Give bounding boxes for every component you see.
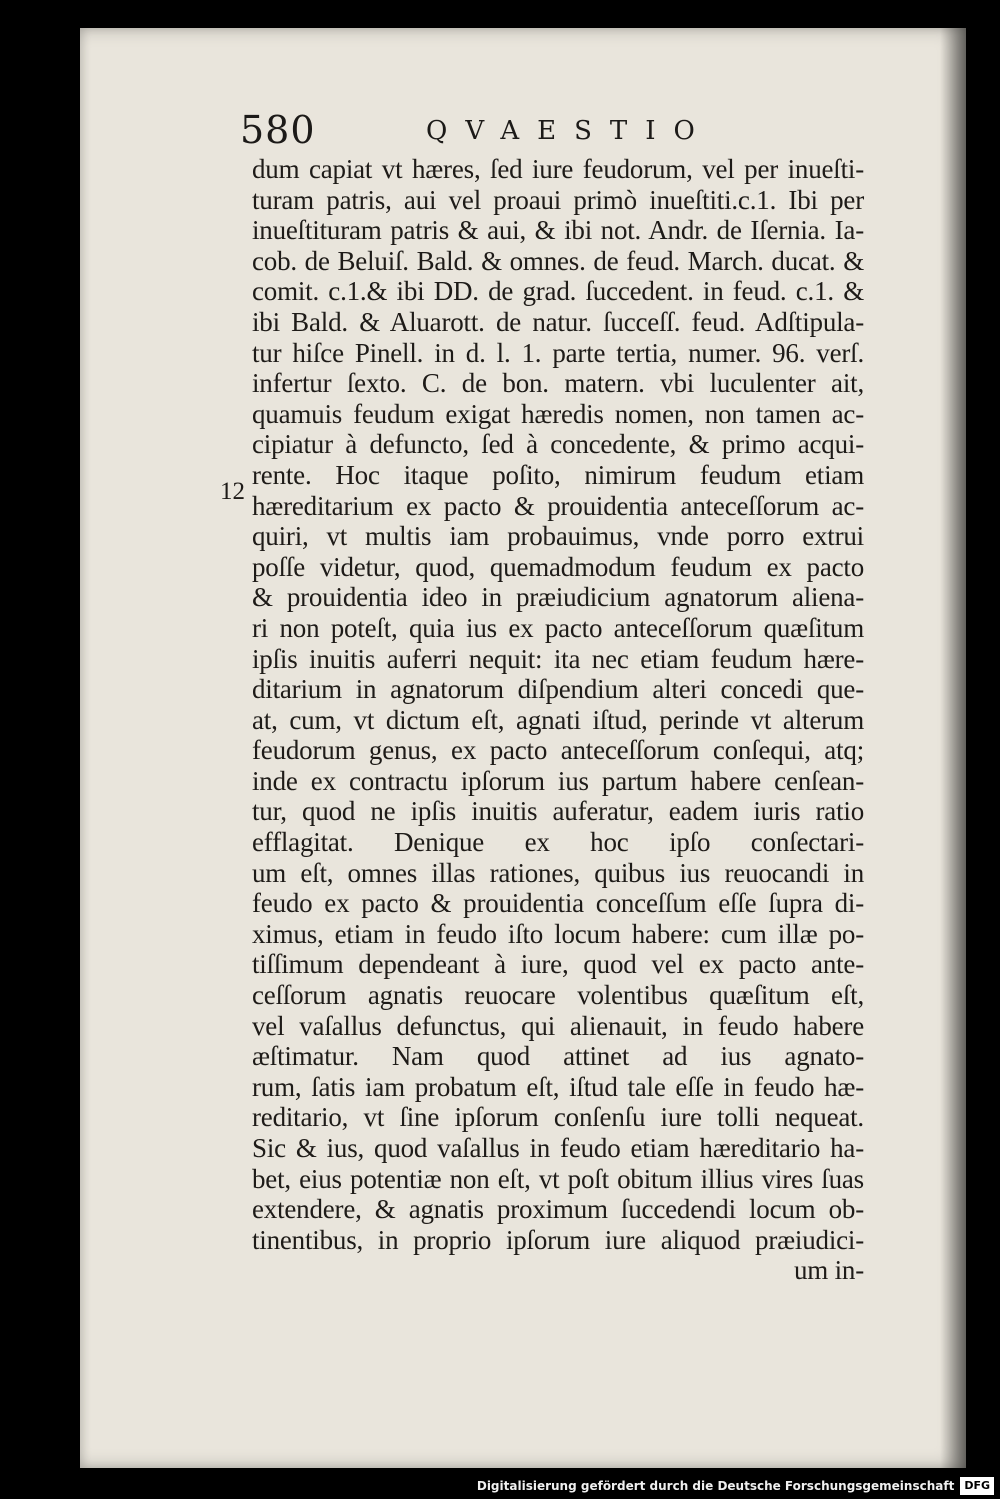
text-line: æſtimatur. Nam quod attinet ad ius agnato- <box>252 1041 864 1072</box>
text-line: dum capiat vt hæres, ſed iure feudorum, vel per inueſti- <box>252 154 864 184</box>
text-line: rente. Hoc itaque poſito, nimirum feudum etiam <box>252 459 864 490</box>
text-line: cipiatur à defuncto, ſed à concedente, & primo acqui- <box>252 429 864 460</box>
text-line: infertur ſexto. C. de bon. matern. vbi luculenter ait, <box>252 368 864 399</box>
text-line: tur hiſce Pinell. in d. l. 1. parte tertia, numer. 96. verſ. <box>252 337 864 368</box>
text-line: tinentibus, in proprio ipſorum iure aliquod præiudici- <box>252 1224 864 1255</box>
text-line: poſſe videtur, quod, quemadmodum feudum ex pacto <box>252 551 864 582</box>
text-line: ri non poteſt, quia ius ex pacto anteceſſorum quæſitum <box>252 612 864 643</box>
text-line: feudorum genus, ex pacto anteceſſorum conſequi, atq; <box>252 735 864 766</box>
page-number: 580 <box>240 108 316 152</box>
text-line: Sic & ius, quod vaſallus in feudo etiam hæreditario ha- <box>252 1133 864 1163</box>
text-line: hæreditarium ex pacto & prouidentia anteceſſorum ac- <box>252 490 864 521</box>
footer-credit-text: Digitalisierung gefördert durch die Deutsche Forschungsgemeinschaft <box>476 1479 955 1493</box>
text-line: efflagitat. Denique ex hoc ipſo conſectari- <box>252 827 864 858</box>
text-line: rum, ſatis iam probatum eſt, iſtud tale eſſe in feudo hæ- <box>252 1071 864 1102</box>
text-line: um eſt, omnes illas rationes, quibus ius reuocandi in <box>252 857 864 888</box>
text-line: at, cum, vt dictum eſt, agnati iſtud, perinde vt alterum <box>252 704 864 735</box>
text-line: bet, eius potentiæ non eſt, vt poſt obitum illius vires ſuas <box>252 1163 864 1194</box>
text-line: cob. de Beluiſ. Bald. & omnes. de feud. March. ducat. & <box>252 245 864 276</box>
text-line: & prouidentia ideo in præiudicium agnatorum aliena- <box>252 582 864 613</box>
text-line: ibi Bald. & Aluarott. de natur. ſucceſſ. feud. Adſtipula- <box>252 306 864 337</box>
text-line: quamuis feudum exigat hæredis nomen, non tamen ac- <box>252 398 864 429</box>
text-line: extendere, & agnatis proximum ſuccedendi locum ob- <box>252 1194 864 1225</box>
text-line: tur, quod ne ipſis inuitis auferatur, eadem iuris ratio <box>252 796 864 827</box>
text-line: ceſſorum agnatis reuocare volentibus quæſitum eſt, <box>252 980 864 1011</box>
text-line: vel vaſallus defunctus, qui alienauit, in feudo habere <box>252 1010 864 1041</box>
text-line: inde ex contractu ipſorum ius partum habere cenſean- <box>252 765 864 796</box>
body-text <box>252 154 864 1286</box>
text-line: ipſis inuitis auferri nequit: ita nec etiam feudum hære- <box>252 643 864 674</box>
running-head: QVAESTIO <box>426 116 713 146</box>
text-line: feudo ex pacto & prouidentia conceſſum eſſe ſupra di- <box>252 888 864 919</box>
text-line: ditarium in agnatorum diſpendium alteri concedi que- <box>252 674 864 705</box>
page-edge-shadow <box>940 28 966 1468</box>
text-line: comit. c.1.& ibi DD. de grad. ſuccedent. in feud. c.1. & <box>252 276 864 307</box>
marginal-note-number: 12 <box>220 478 245 505</box>
page-header <box>240 108 760 156</box>
text-line: turam patris, aui vel proaui primò inueſtiti.c.1. Ibi per <box>252 184 864 215</box>
digitization-footer <box>477 1475 994 1497</box>
text-line: quiri, vt multis iam probauimus, vnde porro extrui <box>252 521 864 552</box>
text-line: tiſſimum dependeant à iure, quod vel ex pacto ante- <box>252 949 864 980</box>
text-line: reditario, vt ſine ipſorum conſenſu iure tolli nequeat. <box>252 1102 864 1133</box>
dfg-logo-icon: DFG <box>960 1477 994 1495</box>
text-line: inueſtituram patris & aui, & ibi not. Andr. de Iſernia. Ia- <box>252 215 864 246</box>
text-line: ximus, etiam in feudo iſto locum habere: cum illæ po- <box>252 918 864 949</box>
catchword: um in- <box>793 1255 864 1286</box>
